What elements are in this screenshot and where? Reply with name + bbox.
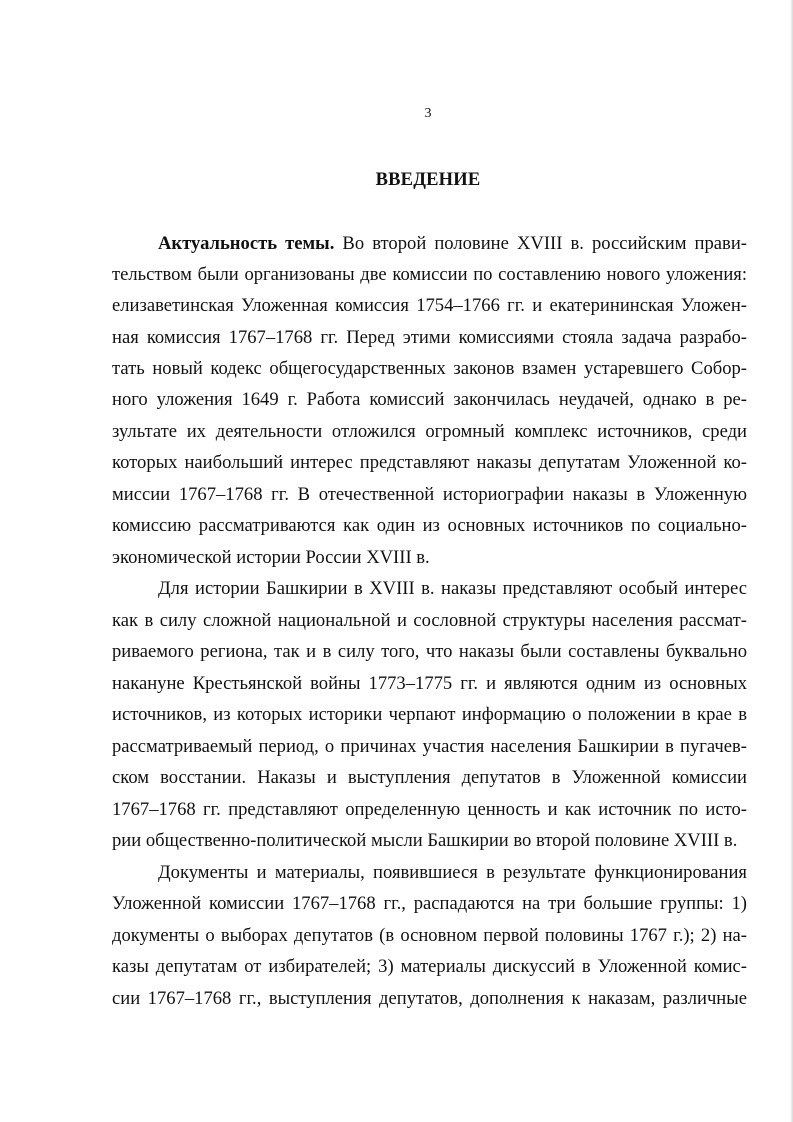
paragraph-3-line-2: Уложенной комиссии 1767–1768 гг., распадаются на три большие группы: 1) xyxy=(112,893,747,914)
paragraph-1-line-4: ная комиссия 1767–1768 гг. Перед этими комиссиями стояла задача разрабо- xyxy=(112,327,747,348)
paragraph-1-line-3: елизаветинская Уложенная комиссия 1754–1766 гг. и екатерининская Уложен- xyxy=(112,295,747,316)
page-number: 3 xyxy=(424,106,432,121)
paragraph-1-line-7: зультате их деятельности отложился огромный комплекс источников, среди xyxy=(112,421,747,442)
paragraph-3-line-4: казы депутатам от избирателей; 3) материалы дискуссий в Уложенной комис- xyxy=(112,956,747,977)
paragraph-2-line-3: риваемого региона, так и в силу того, что наказы были составлены буквально xyxy=(112,641,747,662)
paragraph-1-line-1-text: Во второй половине XVIII в. российским прави- xyxy=(334,233,747,254)
paragraph-2-line-8: 1767–1768 гг. представляют определенную ценность и как источник по исто- xyxy=(112,799,747,820)
paragraph-1-line-8: которых наибольший интерес представляют наказы депутатам Уложенной ко- xyxy=(112,452,747,473)
paragraph-2-line-1: Для истории Башкирии в XVIII в. наказы представляют особый интерес xyxy=(158,578,747,599)
paragraph-1-line-9: миссии 1767–1768 гг. В отечественной историографии наказы в Уложенную xyxy=(112,484,747,505)
paragraph-2-line-5: источников, из которых историки черпают информацию о положении в крае в xyxy=(112,704,747,725)
paragraph-3-line-1: Документы и материалы, появившиеся в результате функционирования xyxy=(158,862,747,883)
paragraph-1-line-10: комиссию рассматриваются как один из основных источников по социально- xyxy=(112,515,747,536)
section-title: ВВЕДЕНИЕ xyxy=(375,170,481,190)
paragraph-2-line-7: ском восстании. Наказы и выступления депутатов в Уложенной комиссии xyxy=(112,767,747,788)
paragraph-1-line-5: тать новый кодекс общегосударственных законов взамен устаревшего Собор- xyxy=(112,358,747,379)
paragraph-2-line-6: рассматриваемый период, о причинах участия населения Башкирии в пугачев- xyxy=(112,736,747,757)
paragraph-2-line-4: накануне Крестьянской войны 1773–1775 гг. и являются одним из основных xyxy=(112,673,747,694)
paragraph-1-line-11: экономической истории России XVIII в. xyxy=(112,547,430,568)
paragraph-2-line-2: как в силу сложной национальной и сословной структуры населения рассмат- xyxy=(112,610,747,631)
topic-relevance-lead: Актуальность темы. xyxy=(158,233,335,254)
paragraph-3-line-5: сии 1767–1768 гг., выступления депутатов, дополнения к наказам, различные xyxy=(112,988,747,1009)
paragraph-1-line-1 xyxy=(158,233,747,255)
paragraph-1-line-6: ного уложения 1649 г. Работа комиссий закончилась неудачей, однако в ре- xyxy=(112,389,747,410)
paragraph-1-line-2: тельством были организованы две комиссии по составлению нового уложения: xyxy=(112,264,747,285)
paragraph-2-line-9: рии общественно-политической мысли Башкирии во второй половине XVIII в. xyxy=(112,830,738,851)
paragraph-3-line-3: документы о выборах депутатов (в основном первой половины 1767 г.); 2) на- xyxy=(112,925,747,946)
